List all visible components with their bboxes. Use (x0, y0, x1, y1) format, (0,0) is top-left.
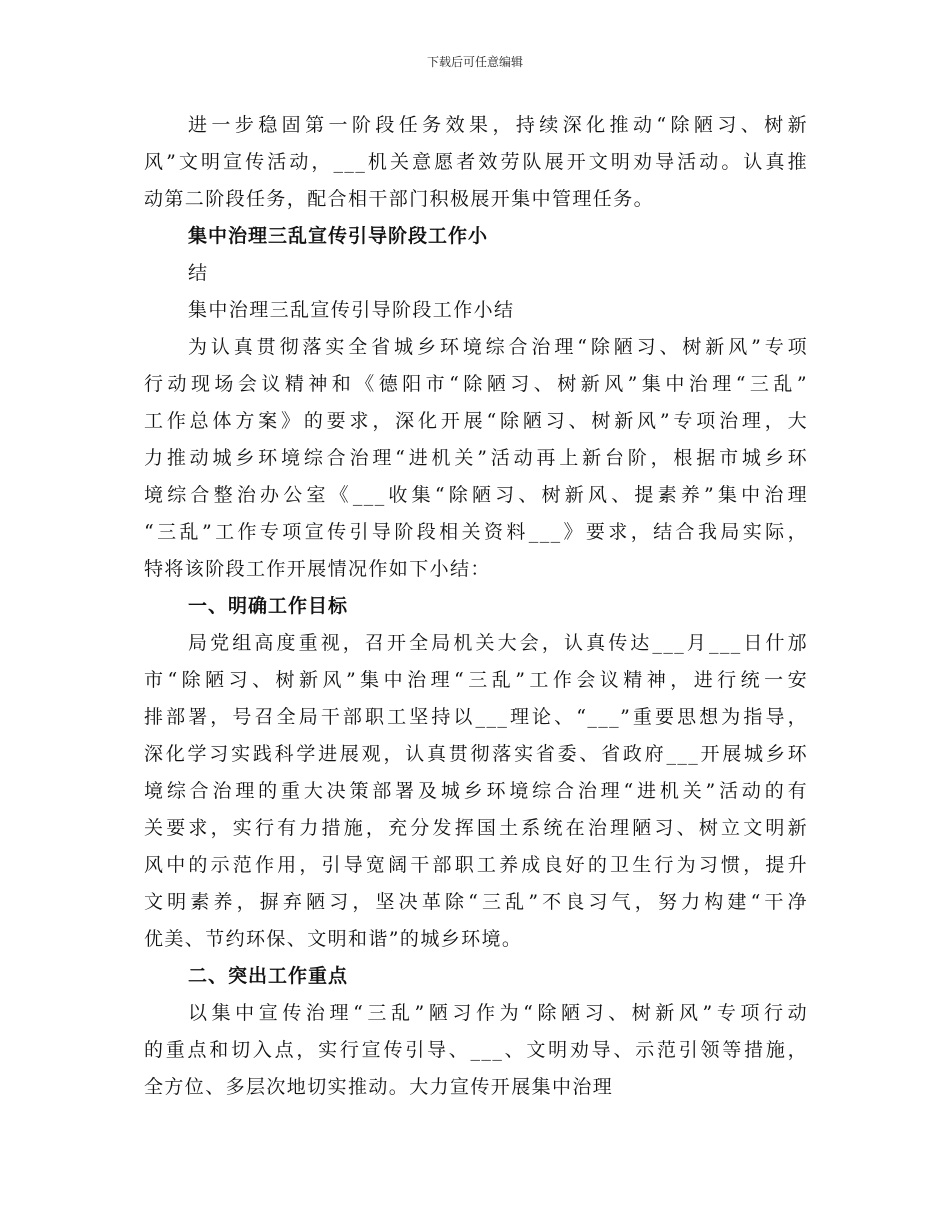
document-body (144, 107, 808, 1106)
paragraph-line: 深化学习实践科学进展观，认真贯彻落实省委、省政府___开展城乡环 (144, 743, 808, 765)
paragraph-line: 优美、节约环保、文明和谐”的城乡环境。 (144, 928, 523, 950)
paragraph-line: 境综合整治办公室《___收集“除陋习、树新风、提素养”集中治理 (144, 484, 808, 506)
section-title-continued: 结 (188, 262, 209, 284)
document-title: 集中治理三乱宣传引导阶段工作小结 (188, 299, 515, 321)
paragraph-line: 工作总体方案》的要求，深化开展“除陋习、树新风”专项治理，大 (144, 410, 808, 432)
paragraph-line: 风”文明宣传活动，___机关意愿者效劳队展开文明劝导活动。认真推 (144, 151, 808, 173)
paragraph-line: 境综合治理的重大决策部署及城乡环境综合治理“进机关”活动的有 (144, 780, 808, 802)
paragraph-line: 以集中宣传治理“三乱”陋习作为“除陋习、树新风”专项行动 (188, 1002, 808, 1024)
paragraph-line: 动第二阶段任务，配合相干部门积极展开集中管理任务。 (144, 188, 655, 210)
heading-focus: 二、突出工作重点 (188, 965, 349, 987)
paragraph-line: 文明素养，摒弃陋习，坚决革除“三乱”不良习气，努力构建“干净 (144, 891, 808, 913)
paragraph-line: 风中的示范作用，引导宽阔干部职工养成良好的卫生行为习惯，提升 (144, 854, 808, 876)
section-title: 集中治理三乱宣传引导阶段工作小 (188, 225, 489, 247)
paragraph-line: 的重点和切入点，实行宣传引导、___、文明劝导、示范引领等措施， (144, 1039, 808, 1061)
paragraph-line: 局党组高度重视，召开全局机关大会，认真传达___月___日什邡 (188, 632, 808, 654)
heading-goals: 一、明确工作目标 (188, 595, 349, 617)
paragraph-line: 全方位、多层次地切实推动。大力宣传开展集中治理 (144, 1076, 614, 1098)
paragraph-line: 市“除陋习、树新风”集中治理“三乱”工作会议精神，进行统一安 (144, 669, 808, 691)
paragraph-line: 为认真贯彻落实全省城乡环境综合治理“除陋习、树新风”专项 (188, 336, 808, 358)
paragraph-line: 力推动城乡环境综合治理“进机关”活动再上新台阶，根据市城乡环 (144, 447, 808, 469)
paragraph-line: 特将该阶段工作开展情况作如下小结： (144, 558, 491, 580)
paragraph-line: 进一步稳固第一阶段任务效果，持续深化推动“除陋习、树新 (188, 114, 808, 136)
page-header-note: 下载后可任意编辑 (426, 55, 523, 69)
paragraph-line: 行动现场会议精神和《德阳市“除陋习、树新风”集中治理“三乱” (144, 373, 808, 395)
paragraph-line: 排部署，号召全局干部职工坚持以___理论、“___”重要思想为指导， (144, 706, 808, 728)
paragraph-line: 关要求，实行有力措施，充分发挥国土系统在治理陋习、树立文明新 (144, 817, 808, 839)
paragraph-line: “三乱”工作专项宣传引导阶段相关资料___》要求，结合我局实际， (144, 521, 808, 543)
